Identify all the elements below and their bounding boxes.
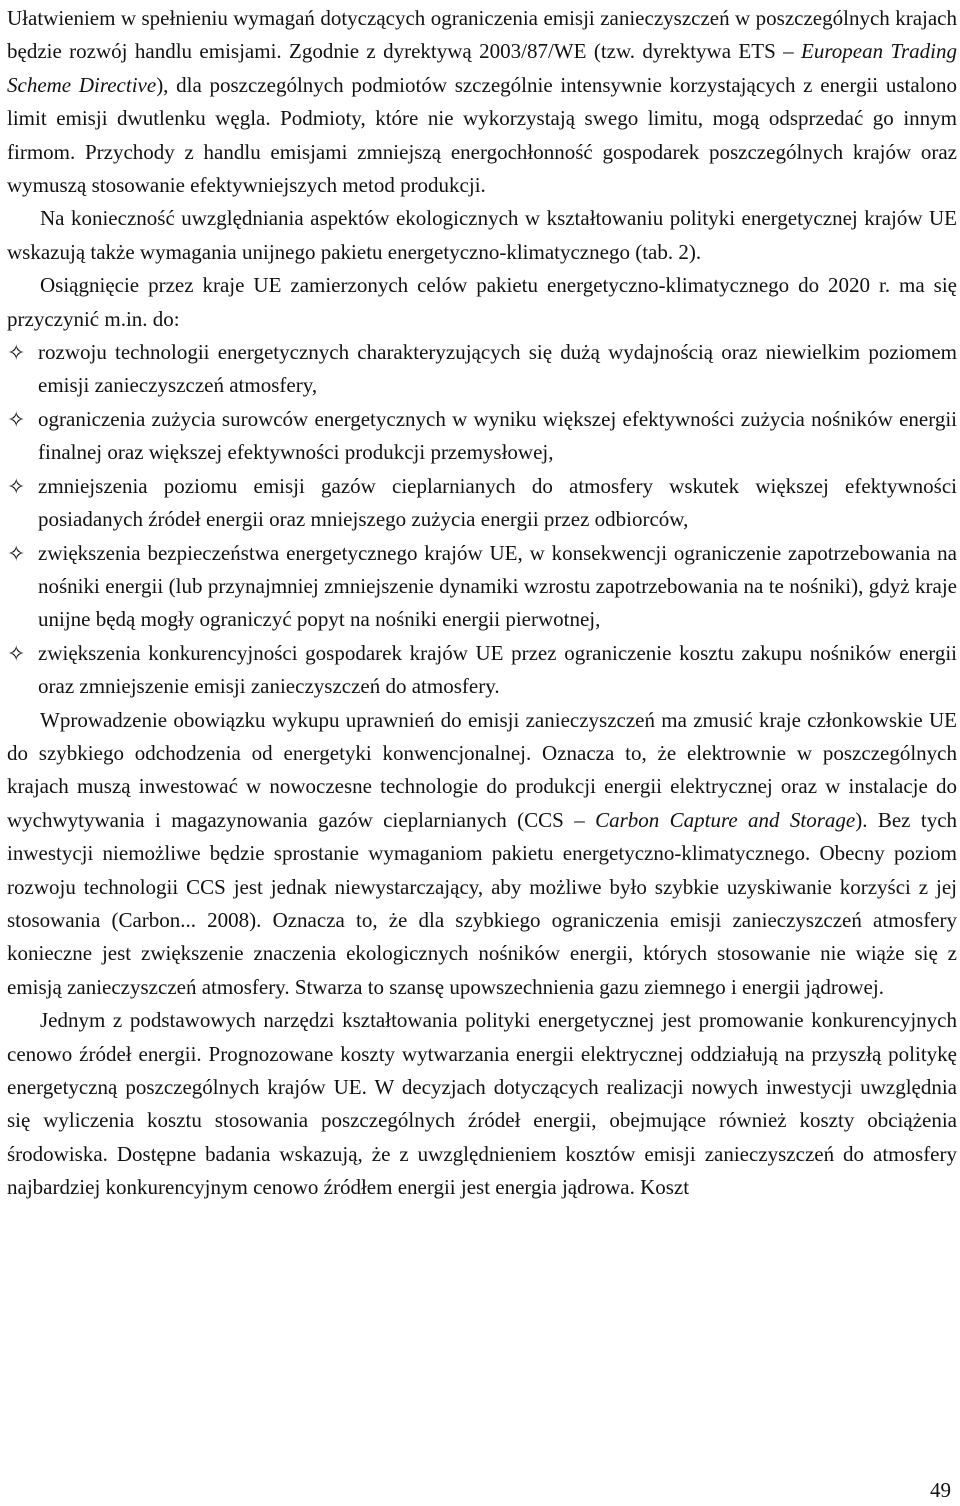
list-item xyxy=(7,336,957,403)
list-item-text: ograniczenia zużycia surowców energetycznych w wyniku większej efektywności zużycia nośników energii finalnej oraz większej efektywności produkcji przemysłowej, xyxy=(38,406,957,465)
italic-term-ets: European Trading Scheme Directive xyxy=(7,39,957,97)
diamond-bullet-icon: ✧ xyxy=(7,340,26,366)
list-item-text: zmniejszenia poziomu emisji gazów cieplarnianych do atmosfery wskutek większej efektywności posiadanych źródeł energii oraz mniejszego zużycia energii przez odbiorców, xyxy=(38,473,957,532)
page-number: 49 xyxy=(930,1478,951,1502)
paragraph-competitive-sources: Jednym z podstawowych narzędzi kształtowania polityki energetycznej jest promowanie konkurencyjnych cenowo źródeł energii. Prognozowane koszty wytwarzania energii elektrycznej oddziałują na przyszłą politykę energetyczną poszczególnych krajów UE. W decyzjach dotyczących realizacji nowych inwestycji uwzględnia się wyliczenia kosztu stosowania poszczególnych źródeł energii, obejmujące również koszty obciążenia środowiska. Dostępne badania wskazują, że z uwzględnieniem kosztów emisji zanieczyszczeń do atmosfery najbardziej konkurencyjnym cenowo źródłem energii jest energia jądrowa. Koszt xyxy=(7,1008,957,1200)
list-item-text: zwiększenia konkurencyjności gospodarek krajów UE przez ograniczenie kosztu zakupu nośników energii oraz zmniejszenie emisji zanieczyszczeń do atmosfery. xyxy=(38,640,957,699)
paragraph-emissions-trading xyxy=(7,2,957,202)
diamond-bullet-icon: ✧ xyxy=(7,473,26,499)
paragraph-text: ), dla poszczególnych podmiotów szczególnie intensywnie korzystających z energii ustalono limit emisji dwutlenku węgla. Podmioty, które nie wykorzystają swego limitu, mogą odsprzedać go innym firmom. Przychody z handlu emisjami zmniejszą energochłonność gospodarek poszczególnych krajów oraz wymuszą stosowanie efektywniejszych metod produkcji. xyxy=(7,72,957,198)
list-item-text: rozwoju technologii energetycznych charakteryzujących się dużą wydajnością oraz niewielkim poziomem emisji zanieczyszczeń atmosfery, xyxy=(38,340,957,398)
paragraph-emission-allowances xyxy=(7,704,957,1005)
paragraph-text: Wprowadzenie obowiązku wykupu uprawnień do emisji zanieczyszczeń ma zmusić kraje członkowskie UE do szybkiego odchodzenia od energetyki konwencjonalnej. Oznacza to, że elektrownie w poszczególnych krajach muszą inwestować w nowoczesne technologie do produkcji energii elektrycznej oraz w instalacje do wychwytywania i magazynowania gazów cieplarnianych (CCS – xyxy=(7,707,957,832)
paragraph-text: Ułatwieniem w spełnieniu wymagań dotyczących ograniczenia emisji zanieczyszczeń w poszczególnych krajach będzie rozwój handlu emisjami. Zgodnie z dyrektywą 2003/87/WE (tzw. dyrektywa ETS – xyxy=(7,6,957,64)
paragraph-ecological-aspects: Na konieczność uwzględniania aspektów ekologicznych w kształtowaniu polityki energetycznej krajów UE wskazują także wymagania unijnego pakietu energetyczno-klimatycznego (tab. 2). xyxy=(7,206,957,264)
list-item xyxy=(7,470,957,537)
list-item xyxy=(7,637,957,704)
list-item xyxy=(7,537,957,637)
goals-list xyxy=(7,336,957,703)
list-item xyxy=(7,403,957,470)
list-item-text: zwiększenia bezpieczeństwa energetycznego krajów UE, w konsekwencji ograniczenie zapotrzebowania na nośniki energii (lub przynajmniej zmniejszenie dynamiki wzrostu zapotrzebowania na te nośniki), gdyż kraje unijne będą mogły ograniczyć popyt na nośniki energii pierwotnej, xyxy=(38,540,957,632)
paragraph-text: ). Bez tych inwestycji niemożliwe będzie sprostanie wymaganiom pakietu energetyczno-klimatycznego. Obecny poziom rozwoju technologii CCS jest jednak niewystarczający, aby możliwe było szybkie uzyskiwanie korzyści z jej stosowania (Carbon... 2008). Oznacza to, że dla szybkiego ograniczenia emisji zanieczyszczeń atmosfery konieczne jest zwiększenie znaczenia ekologicznych nośników energii, których stosowanie nie wiąże się z emisją zanieczyszczeń atmosfery. Stwarza to szansę upowszechnienia gazu ziemnego i energii jądrowej. xyxy=(7,807,958,999)
paragraph-package-goals: Osiągnięcie przez kraje UE zamierzonych celów pakietu energetyczno-klimatycznego do 2020 r. ma się przyczynić m.in. do: xyxy=(7,273,957,331)
italic-term-ccs: Carbon Capture and Storage xyxy=(595,807,856,832)
diamond-bullet-icon: ✧ xyxy=(7,406,26,432)
diamond-bullet-icon: ✧ xyxy=(7,640,26,666)
document-page xyxy=(7,2,957,1205)
diamond-bullet-icon: ✧ xyxy=(7,540,26,566)
